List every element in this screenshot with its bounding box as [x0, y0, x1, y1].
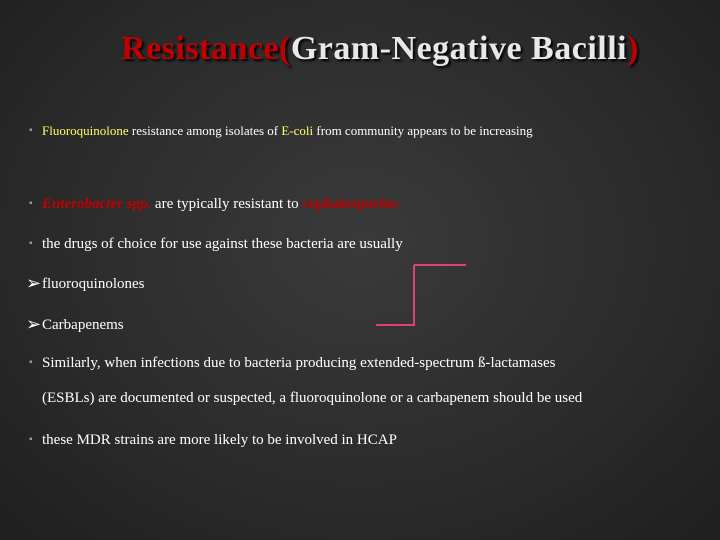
bullet-marker-icon: ▪: [29, 434, 33, 445]
bullet-marker-icon: ▪: [29, 357, 33, 368]
title-part-2: Gram-Negative Bacilli: [290, 30, 628, 67]
bullet-2-prefix: Enterobacter spp.: [42, 196, 152, 212]
bullet-marker-icon: ▪: [29, 238, 33, 249]
bullet-carbapenems: Carbapenems: [42, 317, 124, 333]
bullet-esbl-line-1: Similarly, when infections due to bacteria producing extended-spectrum ß-lactamases: [42, 355, 556, 371]
bullet-mdr-strains: these MDR strains are more likely to be involved in HCAP: [42, 432, 397, 448]
bullet-drugs-of-choice: the drugs of choice for use against these bacteria are usually: [42, 236, 403, 252]
bullet-1-highlight: E-coli: [281, 123, 314, 138]
title-part-3: ): [627, 30, 639, 67]
bullet-1-prefix: Fluoroquinolone: [42, 123, 129, 138]
bullet-marker-icon: ▪: [29, 198, 33, 209]
bullet-1-middle: resistance among isolates of: [128, 123, 282, 138]
bullet-esbl-line-2: (ESBLs) are documented or suspected, a fluoroquinolone or a carbapenem should be used: [42, 390, 583, 406]
bullet-2-highlight: cephalosporins: [302, 196, 399, 212]
bullet-2-middle: are typically resistant to: [151, 196, 303, 212]
arrow-bullet-icon: ➢: [26, 314, 42, 334]
title-part-1: Resistance(: [121, 30, 291, 67]
bullet-1-suffix: from community appears to be increasing: [313, 123, 533, 138]
bullet-marker-icon: ▪: [29, 125, 33, 136]
bullet-fluoroquinolones: fluoroquinolones: [42, 276, 145, 292]
arrow-bullet-icon: ➢: [26, 273, 42, 293]
